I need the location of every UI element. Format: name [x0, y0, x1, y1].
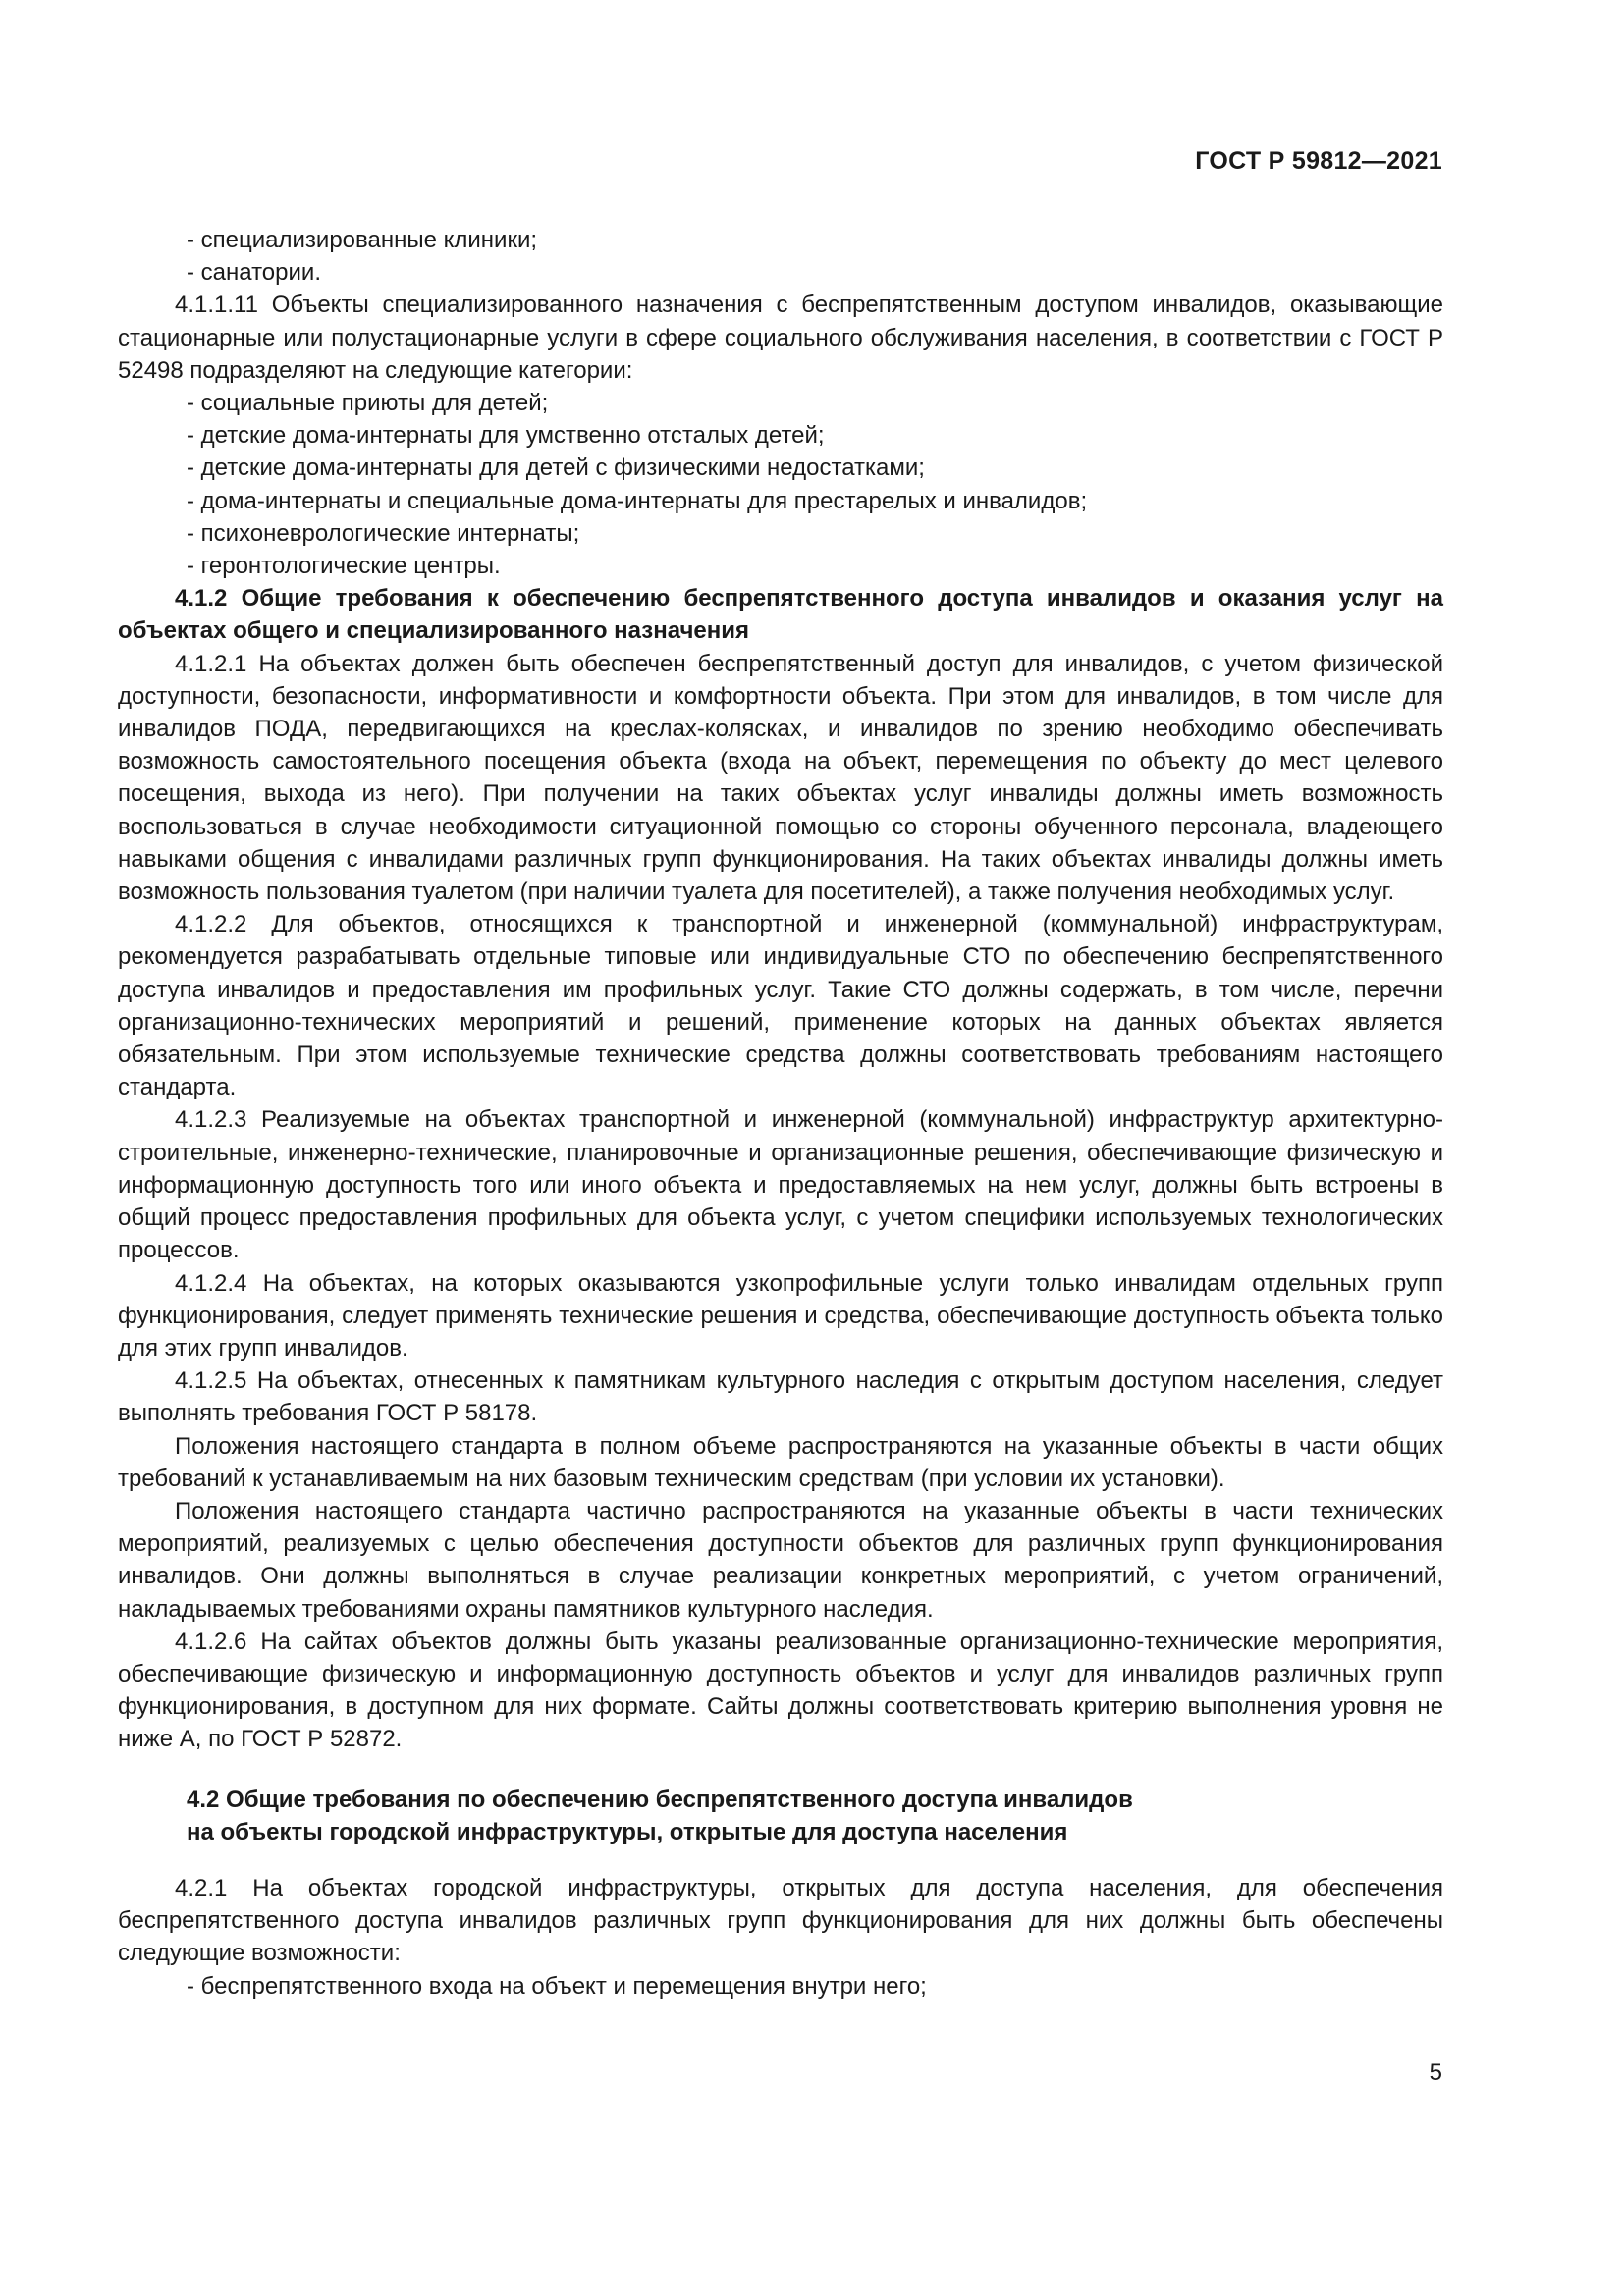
paragraph-4-2-1: 4.2.1 На объектах городской инфраструктуры, открытых для доступа населения, для обеспечения беспрепятственного доступа инвалидов различных групп функционирования для них должны быть обеспечены следующие возможности: — [118, 1874, 1443, 1967]
section-heading-line: на объекты городской инфраструктуры, открытые для доступа населения — [187, 1818, 1068, 1845]
document-code-header: ГОСТ Р 59812—2021 — [1195, 147, 1442, 175]
list-item: - специализированные клиники; — [187, 227, 538, 253]
list-item: - детские дома-интернаты для умственно отсталых детей; — [187, 422, 825, 450]
list-item: - беспрепятственного входа на объект и перемещения внутри него; — [187, 1972, 927, 2000]
list-item: - социальные приюты для детей; — [187, 390, 549, 417]
paragraph-partial-scope: Положения настоящего стандарта частично распространяются на указанные объекты в части технических мероприятий, реализуемых с целью обеспечения доступности объектов для различных групп функционирования инвалидов. Они должны выполняться в случае реализации конкретных мероприятий, с учетом ограничений, накладываемых требованиями охраны памятников культурного наследия. — [118, 1497, 1443, 1623]
section-heading-4-2 — [118, 1784, 1443, 1848]
document-body — [118, 224, 1443, 2002]
paragraph-4-1-1-11: 4.1.1.11 Объекты специализированного назначения с беспрепятственным доступом инвалидов, оказывающие стационарные или полустационарные услуги в сфере социального обслуживания населения, в соответствии с ГОСТ Р 52498 подразделяют на следующие категории: — [118, 292, 1443, 384]
list-item: - дома-интернаты и специальные дома-интернаты для престарелых и инвалидов; — [187, 487, 1088, 514]
paragraph-4-1-2-3: 4.1.2.3 Реализуемые на объектах транспортной и инженерной (коммунальной) инфраструктур архитектурно-строительные, инженерно-технические, планировочные и организационные решения, обеспечивающие физическую и информационную доступность того или иного объекта и предоставляемых на нем услуг, должны быть встроены в общий процесс предоставления профильных для объекта услуг, с учетом специфики используемых технологических процессов. — [118, 1106, 1443, 1264]
paragraph-full-scope: Положения настоящего стандарта в полном объеме распространяются на указанные объекты в части общих требований к устанавливаемым на них базовым техническим средствам (при условии их установки). — [118, 1432, 1443, 1492]
list-item: - психоневрологические интернаты; — [187, 519, 580, 547]
paragraph-4-1-2-2: 4.1.2.2 Для объектов, относящихся к транспортной и инженерной (коммунальной) инфраструктурам, рекомендуется разрабатывать отдельные типовые или индивидуальные СТО по обеспечению беспрепятственного доступа инвалидов и предоставления им профильных услуг. Такие СТО должны содержать, в том числе, перечни организационно-технических мероприятий и решений, применение которых на данных объектах является обязательным. При этом используемые технические средства должны соответствовать требованиям настоящего стандарта. — [118, 911, 1443, 1101]
subsection-heading-4-1-2: 4.1.2 Общие требования к обеспечению беспрепятственного доступа инвалидов и оказания услуг на объектах общего и специализированного назначения — [118, 585, 1443, 645]
page-number: 5 — [1429, 2059, 1442, 2086]
list-item: - геронтологические центры. — [187, 553, 501, 580]
paragraph-4-1-2-6: 4.1.2.6 На сайтах объектов должны быть указаны реализованные организационно-технические мероприятия, обеспечивающие физическую и информационную доступность объектов и услуг для инвалидов различных групп функционирования, в доступном для них формате. Сайты должны соответствовать критерию выполнения уровня не ниже А, по ГОСТ Р 52872. — [118, 1628, 1443, 1753]
paragraph-4-1-2-1: 4.1.2.1 На объектах должен быть обеспечен беспрепятственный доступ для инвалидов, с учетом физической доступности, безопасности, информативности и комфортности объекта. При этом для инвалидов, в том числе для инвалидов ПОДА, передвигающихся на креслах-колясках, и инвалидов по зрению необходимо обеспечивать возможность самостоятельного посещения объекта (входа на объект, перемещения по объекту до мест целевого посещения, выхода из него). При получении на таких объектах услуг инвалиды должны иметь возможность воспользоваться в случае необходимости ситуационной помощью со стороны обученного персонала, владеющего навыками общения с инвалидами различных групп функционирования. На таких объектах инвалиды должны иметь возможность пользования туалетом (при наличии туалета для посетителей), а также получения необходимых услуг. — [118, 650, 1443, 906]
list-item: - санатории. — [187, 259, 321, 287]
paragraph-4-1-2-5: 4.1.2.5 На объектах, отнесенных к памятникам культурного наследия с открытым доступом населения, следует выполнять требования ГОСТ Р 58178. — [118, 1367, 1443, 1427]
section-heading-line: 4.2 Общие требования по обеспечению беспрепятственного доступа инвалидов — [187, 1786, 1133, 1813]
paragraph-4-1-2-4: 4.1.2.4 На объектах, на которых оказываются узкопрофильные услуги только инвалидам отдельных групп функционирования, следует применять технические решения и средства, обеспечивающие доступность объекта только для этих групп инвалидов. — [118, 1269, 1443, 1362]
list-item: - детские дома-интернаты для детей с физическими недостатками; — [187, 454, 925, 482]
